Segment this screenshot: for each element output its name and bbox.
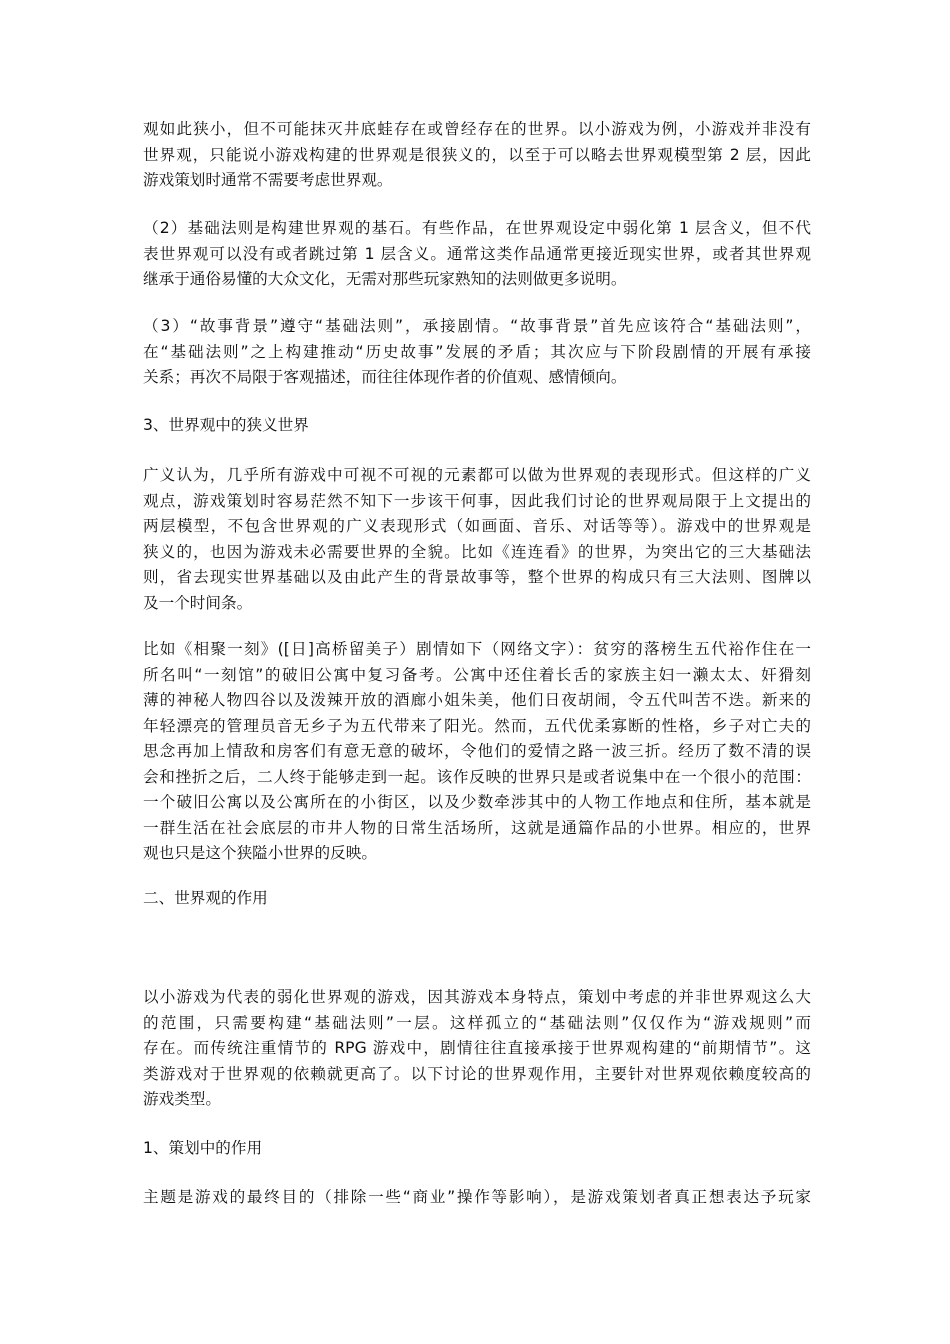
paragraph-point-2 [143, 216, 811, 293]
text-line: 关系；再次不局限于客观描述，而往往体现作者的价值观、感情倾向。 [143, 368, 627, 386]
paragraph-weakened-worldview [143, 985, 811, 1113]
text-line: 比如《相聚一刻》([日]高桥留美子）剧情如下（网络文字）：贫穷的落榜生五代裕作住在一 [143, 640, 811, 658]
section-heading-1: 1、策划中的作用 [143, 1139, 263, 1157]
text-line: 及一个时间条。 [143, 593, 253, 612]
text-line: 的范围，只需要构建“基础法则”一层。这样孤立的“基础法则”仅仅作为“游戏规则”而 [143, 1013, 811, 1032]
text-line: 主题是游戏的最终目的（排除一些“商业”操作等影响），是游戏策划者真正想表达予玩家 [143, 1188, 811, 1206]
text-line: 一个破旧公寓以及公寓所在的小街区，以及少数牵涉其中的人物工作地点和住所，基本就是 [143, 793, 811, 811]
text-line: 思念再加上情敌和房客们有意无意的破坏，令他们的爱情之路一波三折。经历了数不清的误 [143, 742, 811, 760]
text-line: 存在。而传统注重情节的 RPG 游戏中，剧情往往直接承接于世界观构建的“前期情节”。这 [143, 1039, 811, 1057]
text-line: 则，省去现实世界基础以及由此产生的背景故事等，整个世界的构成只有三大法则、图牌以 [143, 568, 811, 586]
text-line: 继承于通俗易懂的大众文化，无需对那些玩家熟知的法则做更多说明。 [143, 270, 627, 288]
text-line: 表世界观可以没有或者跳过第 1 层含义。通常这类作品通常更接近现实世界，或者其世界观 [143, 244, 811, 263]
section-heading-3: 3、世界观中的狭义世界 [143, 416, 309, 434]
text-line: 薄的神秘人物四谷以及泼辣开放的酒廊小姐朱美，他们日夜胡闹，令五代叫苦不迭。新来的 [143, 691, 811, 709]
text-line: 观也只是这个狭隘小世界的反映。 [143, 844, 377, 862]
chapter-heading-2: 二、世界观的作用 [143, 889, 268, 907]
text-line: 狭义的，也因为游戏未必需要世界的全貌。比如《连连看》的世界，为突出它的三大基础法 [143, 542, 811, 561]
text-line: 广义认为，几乎所有游戏中可视不可视的元素都可以做为世界观的表现形式。但这样的广义 [143, 466, 811, 484]
text-line: 年轻漂亮的管理员音无乡子为五代带来了阳光。然而，五代优柔寡断的性格，乡子对亡夫的 [143, 716, 811, 735]
text-line: 类游戏对于世界观的依赖就更高了。以下讨论的世界观作用，主要针对世界观依赖度较高的 [143, 1064, 811, 1083]
text-line: 所名叫“一刻馆”的破旧公寓中复习备考。公寓中还住着长舌的家族主妇一濑太太、奸猾刻 [143, 665, 811, 684]
text-line: 一群生活在社会底层的市井人物的日常生活场所，这就是通篇作品的小世界。相应的，世界 [143, 818, 811, 837]
paragraph-broad-view [143, 463, 811, 616]
paragraph-theme [143, 1185, 811, 1211]
text-line: 游戏策划时通常不需要考虑世界观。 [143, 171, 393, 189]
text-line: 游戏类型。 [143, 1090, 221, 1108]
text-line: 观如此狭小，但不可能抹灭井底蛙存在或曾经存在的世界。以小游戏为例，小游戏并非没有 [143, 120, 811, 138]
text-line: （2）基础法则是构建世界观的基石。有些作品，在世界观设定中弱化第 1 层含义，但不代 [143, 219, 811, 237]
text-line: 在“基础法则”之上构建推动“历史故事”发展的矛盾；其次应与下阶段剧情的开展有承接 [143, 342, 811, 361]
text-line: 世界观，只能说小游戏构建的世界观是很狭义的，以至于可以略去世界观模型第 2 层，因此 [143, 145, 811, 164]
paragraph-example-story [143, 637, 811, 867]
text-line: 以小游戏为代表的弱化世界观的游戏，因其游戏本身特点，策划中考虑的并非世界观这么大 [143, 988, 811, 1006]
text-line: 观点，游戏策划时容易茫然不知下一步该干何事，因此我们讨论的世界观局限于上文提出的 [143, 491, 811, 510]
paragraph-point-3 [143, 314, 811, 391]
text-line: 会和挫折之后，二人终于能够走到一起。该作反映的世界只是或者说集中在一个很小的范围： [143, 767, 811, 786]
text-line: 两层模型，不包含世界观的广义表现形式（如画面、音乐、对话等等）。游戏中的世界观是 [143, 517, 811, 535]
paragraph-intro [143, 117, 811, 194]
text-line: （3）“故事背景”遵守“基础法则”，承接剧情。“故事背景”首先应该符合“基础法则”， [143, 317, 811, 335]
